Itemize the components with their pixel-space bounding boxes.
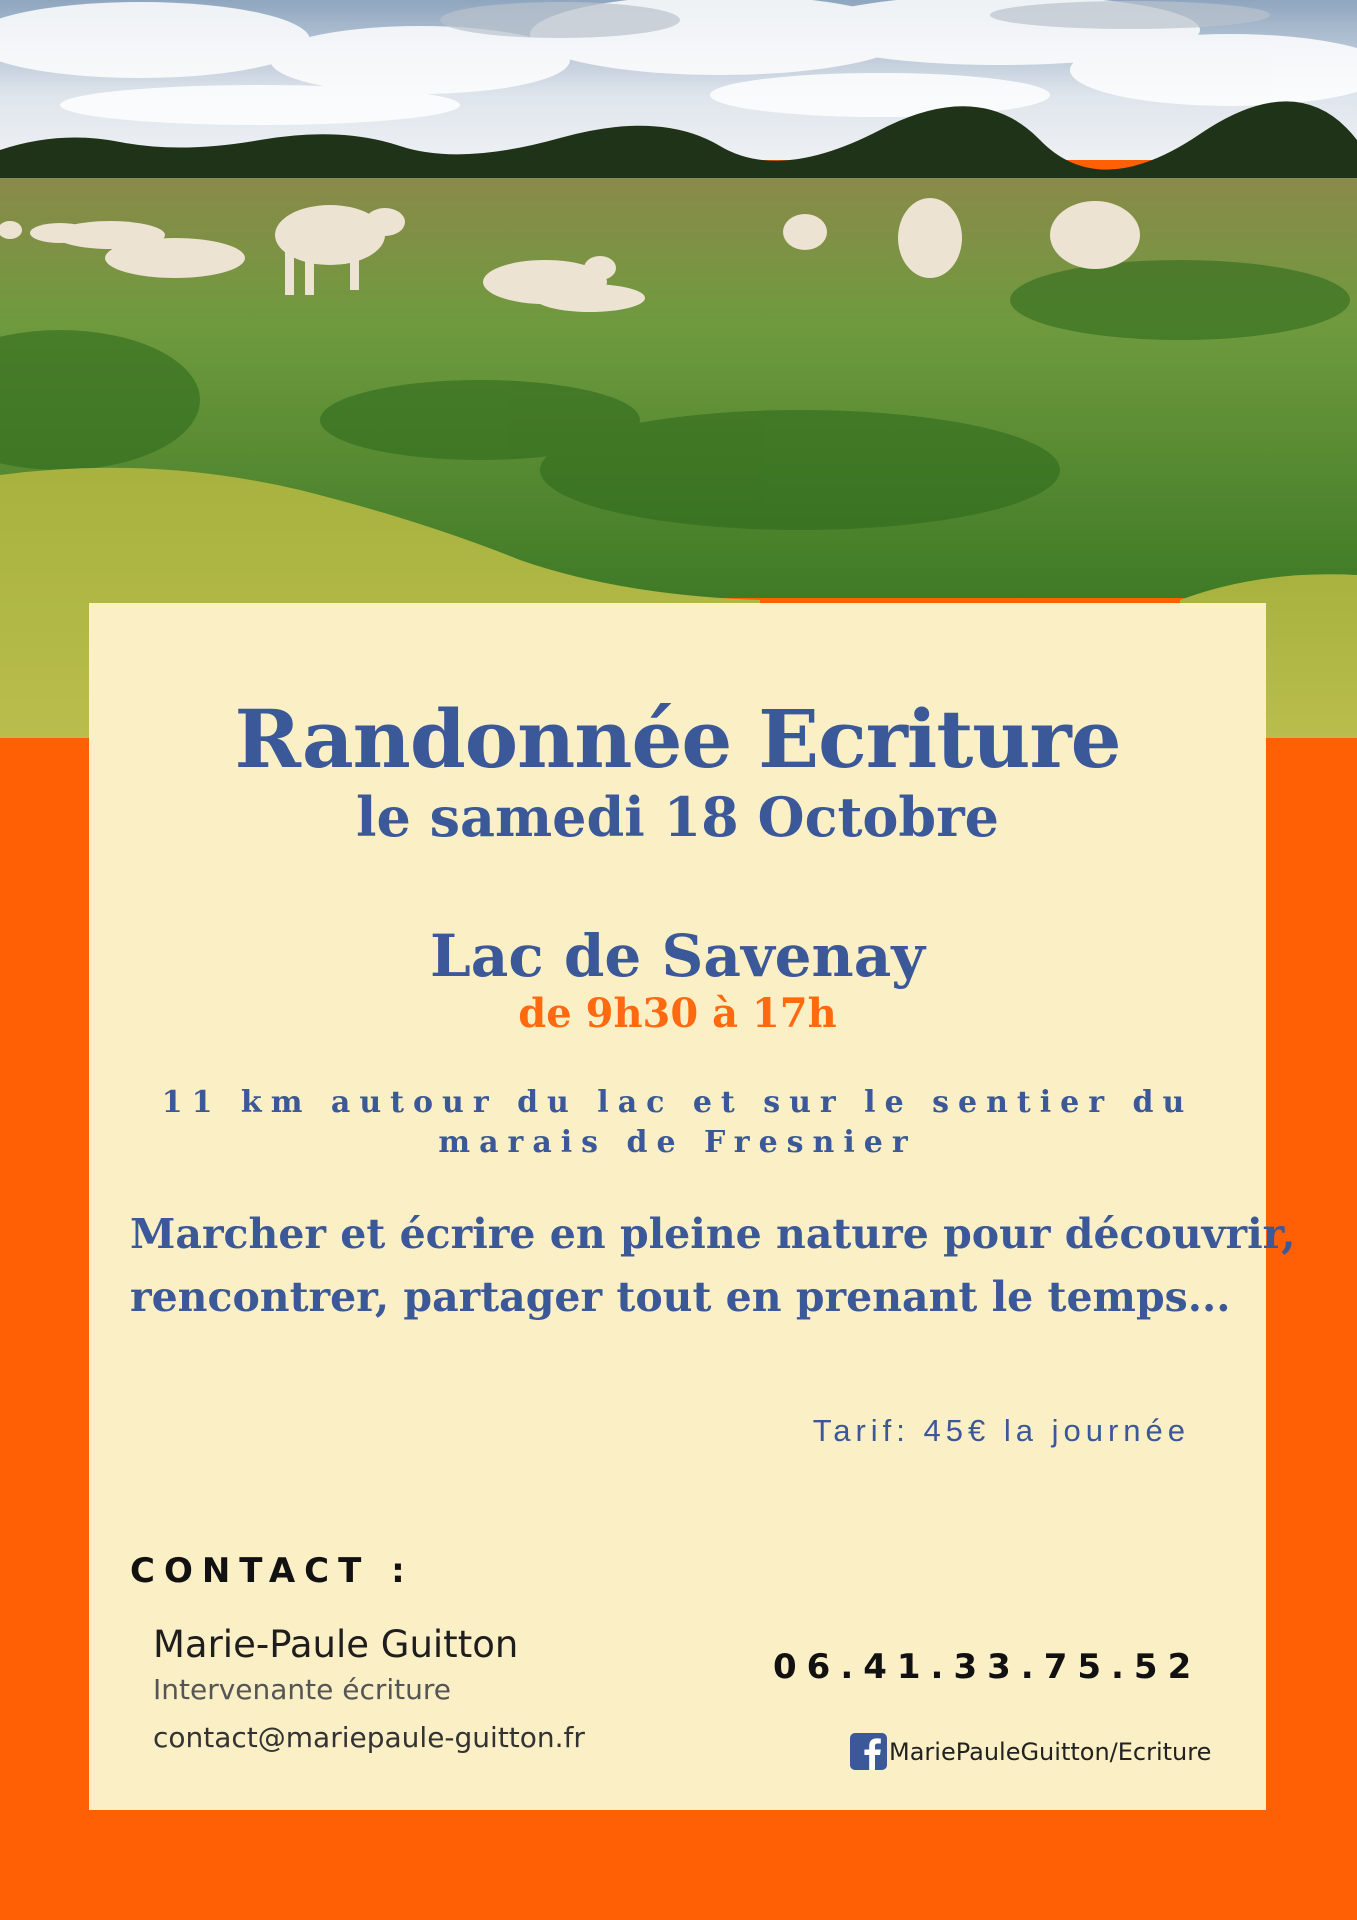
- facebook-link[interactable]: [850, 1733, 1211, 1770]
- contact-phone[interactable]: 06.41.33.75.52: [773, 1647, 1202, 1687]
- event-route: [89, 1083, 1266, 1163]
- contact-heading: CONTACT :: [130, 1551, 414, 1591]
- contact-name: Marie-Paule Guitton: [153, 1623, 519, 1666]
- event-title: Randonnée Ecriture: [234, 692, 1121, 786]
- facebook-handle: MariePauleGuitton/Ecriture: [889, 1737, 1212, 1766]
- event-route-line-1: 11 km autour du lac et sur le sentier du: [161, 1085, 1194, 1120]
- event-tagline: [130, 1203, 1296, 1329]
- event-date: le samedi 18 Octobre: [355, 785, 1000, 849]
- event-card: [89, 603, 1296, 1810]
- event-price: Tarif: 45€ la journée: [812, 1413, 1190, 1448]
- event-tagline-line-2: rencontrer, partager tout en prenant le temps...: [130, 1273, 1231, 1321]
- event-route-line-2: marais de Fresnier: [438, 1125, 917, 1160]
- contact-email-link[interactable]: contact@mariepaule-guitton.fr: [153, 1721, 585, 1754]
- facebook-icon: [850, 1733, 887, 1770]
- event-hours: de 9h30 à 17h: [518, 990, 837, 1037]
- event-tagline-line-1: Marcher et écrire en pleine nature pour découvrir,: [130, 1210, 1296, 1258]
- contact-role: Intervenante écriture: [153, 1673, 452, 1706]
- event-location: Lac de Savenay: [429, 922, 926, 990]
